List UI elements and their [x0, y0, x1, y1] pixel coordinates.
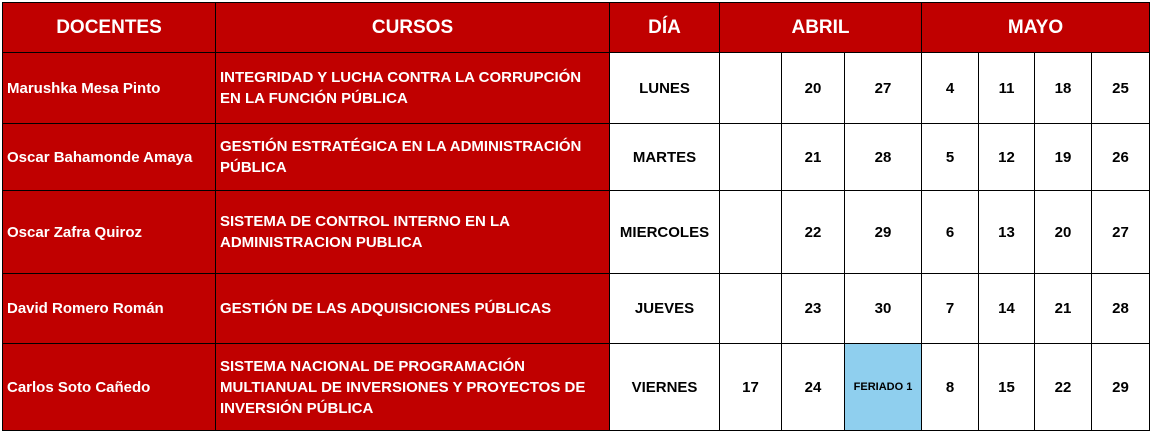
header-docentes: DOCENTES: [3, 3, 216, 53]
header-abril: ABRIL: [720, 3, 922, 53]
abril-date-cell: [720, 191, 782, 274]
mayo-date-cell: 19: [1035, 124, 1092, 191]
abril-date-cell: 27: [845, 53, 922, 124]
holiday-cell: FERIADO 1: [845, 344, 922, 431]
docente-cell: David Romero Román: [3, 274, 216, 344]
header-row: [3, 3, 1150, 53]
mayo-date-cell: 28: [1092, 274, 1150, 344]
mayo-date-cell: 21: [1035, 274, 1092, 344]
abril-date-cell: 22: [782, 191, 845, 274]
table-row: [3, 53, 1150, 124]
abril-date-cell: 21: [782, 124, 845, 191]
mayo-date-cell: 8: [922, 344, 979, 431]
mayo-date-cell: 22: [1035, 344, 1092, 431]
curso-cell: GESTIÓN ESTRATÉGICA EN LA ADMINISTRACIÓN PÚBLICA: [216, 124, 610, 191]
abril-date-cell: 23: [782, 274, 845, 344]
dia-cell: VIERNES: [610, 344, 720, 431]
mayo-date-cell: 26: [1092, 124, 1150, 191]
header-mayo: MAYO: [922, 3, 1150, 53]
mayo-date-cell: 12: [979, 124, 1035, 191]
dia-cell: LUNES: [610, 53, 720, 124]
curso-cell: GESTIÓN DE LAS ADQUISICIONES PÚBLICAS: [216, 274, 610, 344]
table-row: [3, 274, 1150, 344]
docente-cell: Marushka Mesa Pinto: [3, 53, 216, 124]
abril-date-cell: [720, 53, 782, 124]
docente-cell: Carlos Soto Cañedo: [3, 344, 216, 431]
dia-cell: JUEVES: [610, 274, 720, 344]
docente-cell: Oscar Zafra Quiroz: [3, 191, 216, 274]
mayo-date-cell: 14: [979, 274, 1035, 344]
abril-date-cell: 17: [720, 344, 782, 431]
mayo-date-cell: 15: [979, 344, 1035, 431]
abril-date-cell: 28: [845, 124, 922, 191]
header-dia: DÍA: [610, 3, 720, 53]
mayo-date-cell: 11: [979, 53, 1035, 124]
dia-cell: MIERCOLES: [610, 191, 720, 274]
mayo-date-cell: 6: [922, 191, 979, 274]
mayo-date-cell: 13: [979, 191, 1035, 274]
curso-cell: INTEGRIDAD Y LUCHA CONTRA LA CORRUPCIÓN EN LA FUNCIÓN PÚBLICA: [216, 53, 610, 124]
mayo-date-cell: 5: [922, 124, 979, 191]
mayo-date-cell: 25: [1092, 53, 1150, 124]
abril-date-cell: [720, 274, 782, 344]
header-cursos: CURSOS: [216, 3, 610, 53]
abril-date-cell: 30: [845, 274, 922, 344]
mayo-date-cell: 27: [1092, 191, 1150, 274]
abril-date-cell: 20: [782, 53, 845, 124]
docente-cell: Oscar Bahamonde Amaya: [3, 124, 216, 191]
curso-cell: SISTEMA DE CONTROL INTERNO EN LA ADMINISTRACION PUBLICA: [216, 191, 610, 274]
abril-date-cell: 24: [782, 344, 845, 431]
mayo-date-cell: 20: [1035, 191, 1092, 274]
mayo-date-cell: 18: [1035, 53, 1092, 124]
mayo-date-cell: 7: [922, 274, 979, 344]
schedule-table: [2, 2, 1150, 431]
dia-cell: MARTES: [610, 124, 720, 191]
table-row: [3, 124, 1150, 191]
table-row: [3, 344, 1150, 431]
mayo-date-cell: 29: [1092, 344, 1150, 431]
mayo-date-cell: 4: [922, 53, 979, 124]
abril-date-cell: [720, 124, 782, 191]
curso-cell: SISTEMA NACIONAL DE PROGRAMACIÓN MULTIANUAL DE INVERSIONES Y PROYECTOS DE INVERSIÓN PÚBLICA: [216, 344, 610, 431]
table-row: [3, 191, 1150, 274]
abril-date-cell: 29: [845, 191, 922, 274]
